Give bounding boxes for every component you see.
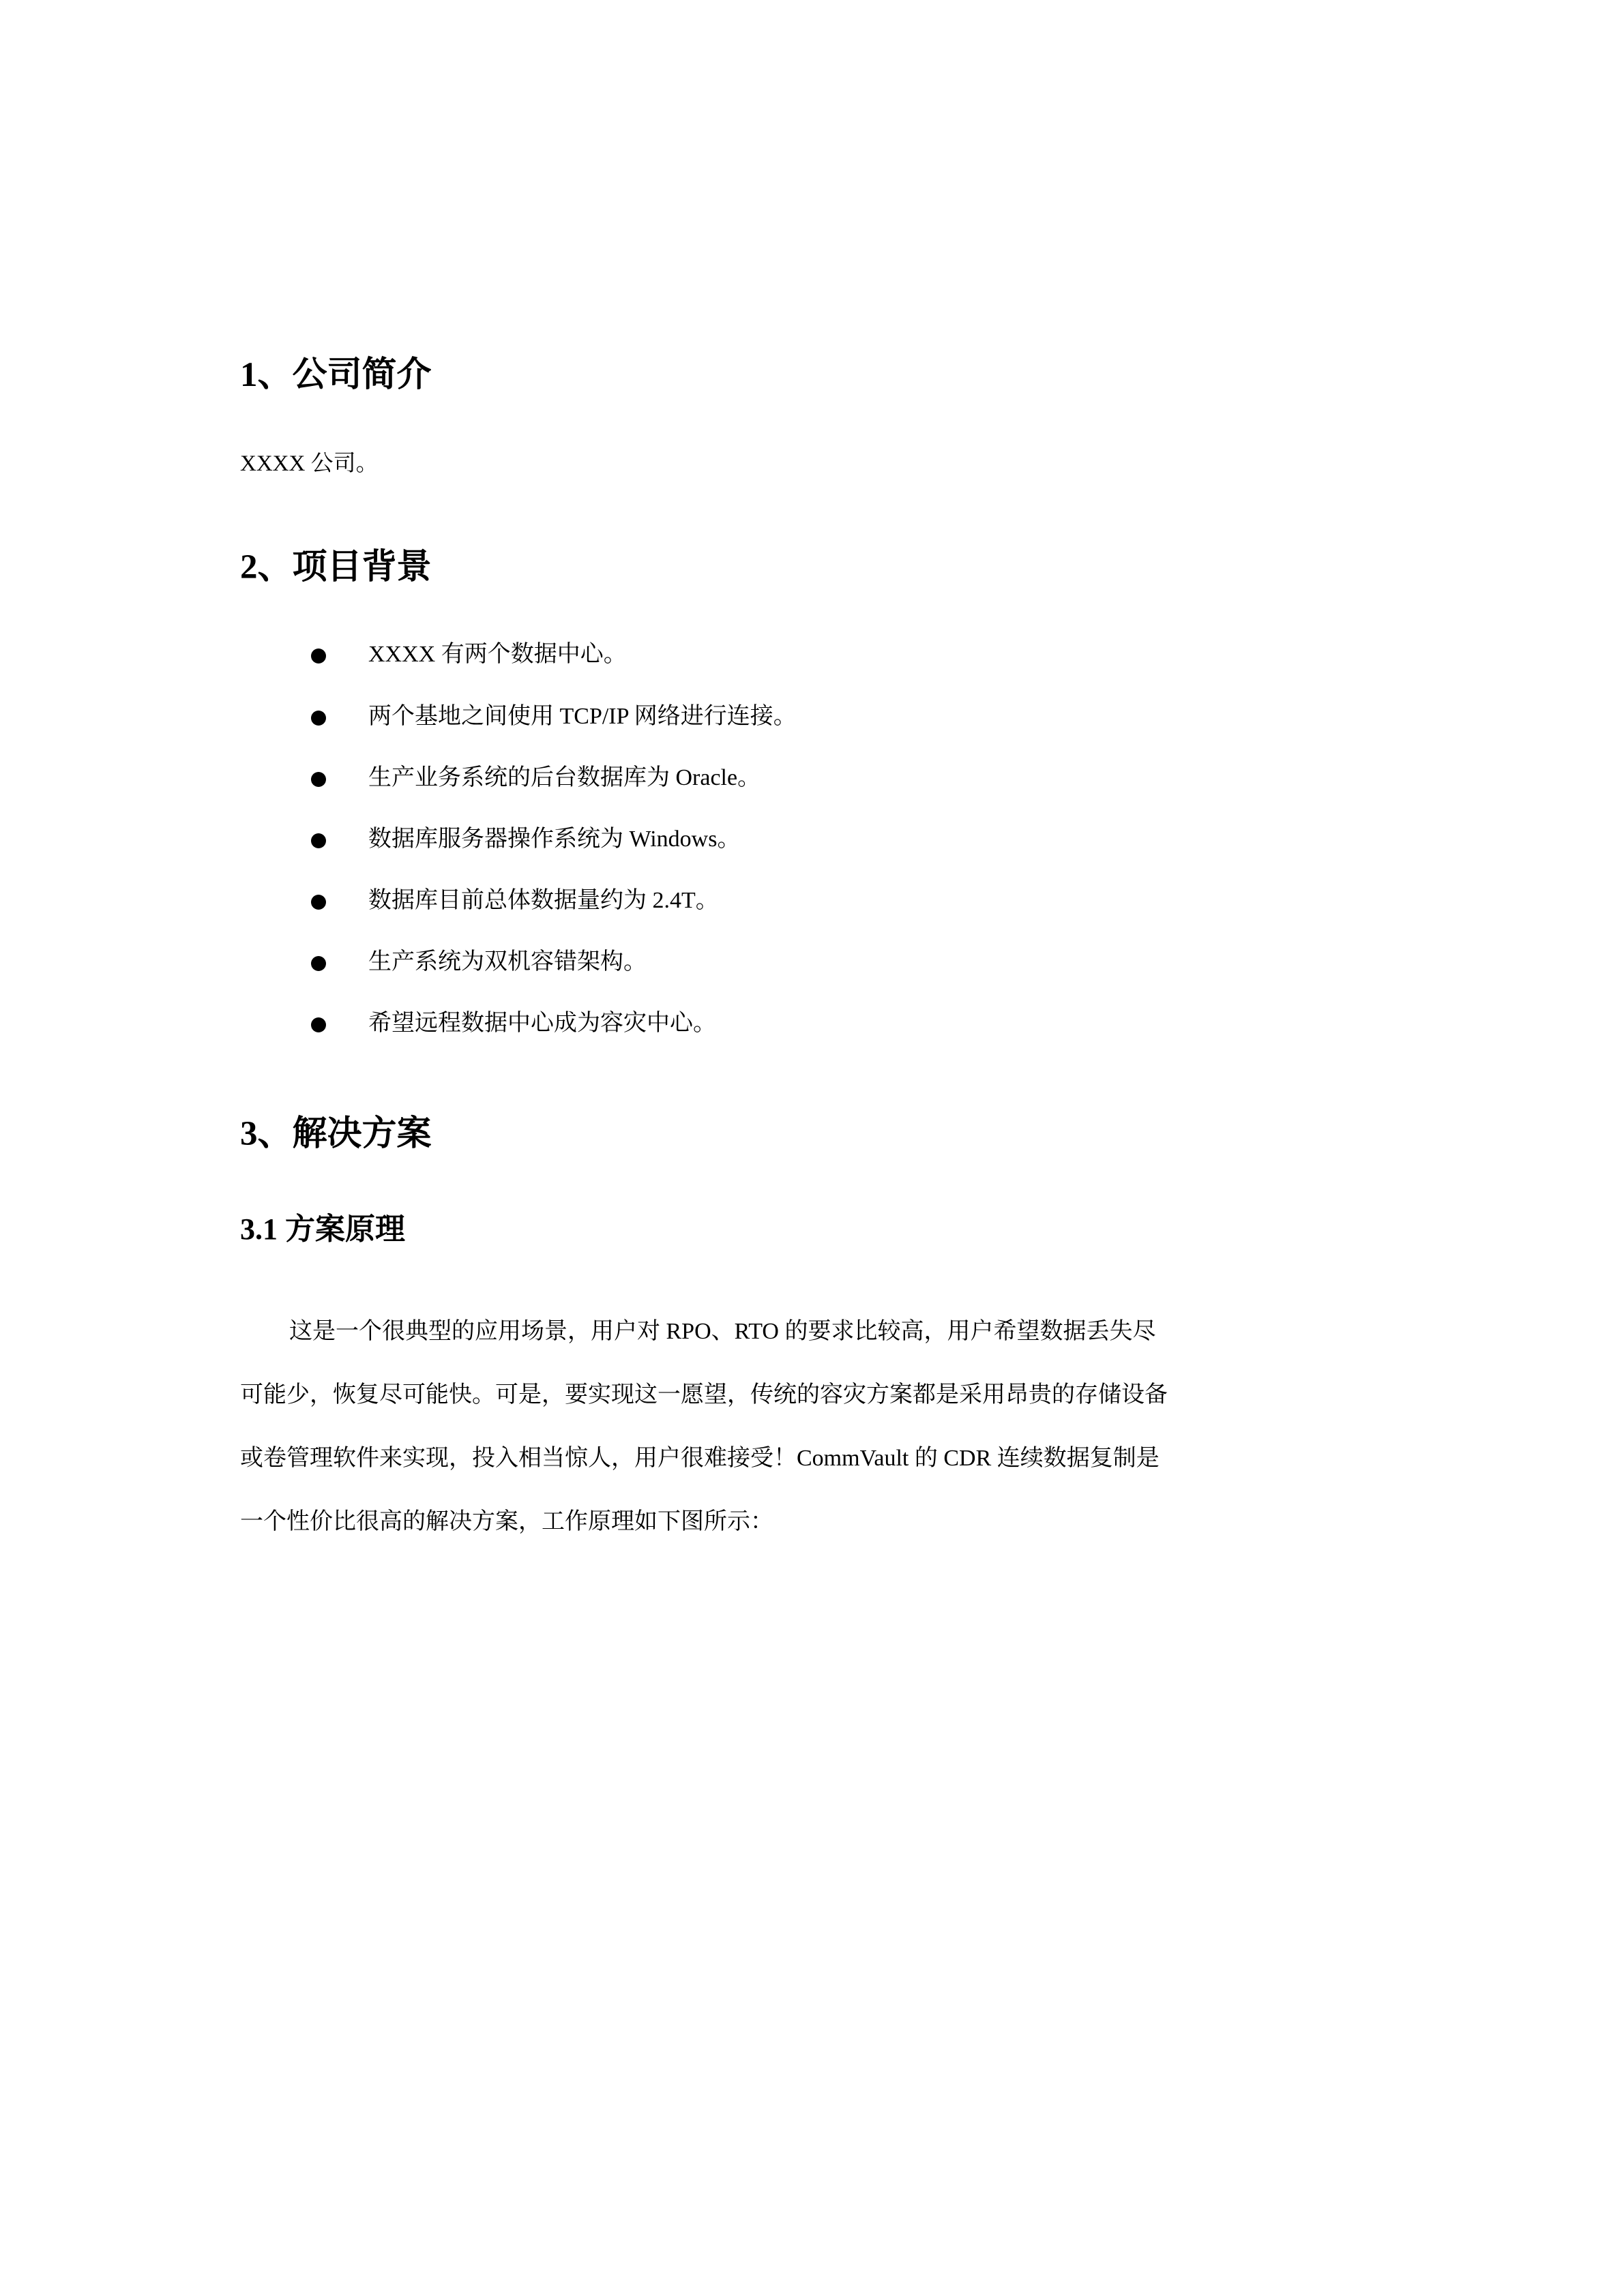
list-item-label: XXXX 有两个数据中心。 <box>368 642 627 668</box>
list-item <box>240 947 1475 977</box>
list-item <box>240 886 1475 916</box>
page-content <box>240 0 1475 1553</box>
spacer-subheading-paragraph <box>240 1248 1475 1300</box>
paragraph-solution-principle <box>240 1300 1475 1553</box>
bullet-point-icon <box>311 956 326 971</box>
bullet-point-icon <box>311 895 326 910</box>
bullet-point-icon <box>311 711 326 726</box>
spacer-heading3-subheading <box>240 1156 1475 1210</box>
spacer-heading1-body <box>240 398 1475 448</box>
paragraph-line: 或卷管理软件来实现，投入相当惊人，用户很难接受！CommVault 的 CDR 连续数据复制是 <box>240 1446 1160 1472</box>
list-item <box>240 702 1475 732</box>
spacer-heading2-list <box>240 589 1475 640</box>
list-item-label: 希望远程数据中心成为容灾中心。 <box>368 1011 716 1037</box>
heading-solution: 3、解决方案 <box>240 1114 432 1153</box>
heading-project-background: 2、项目背景 <box>240 548 432 586</box>
list-item-label: 数据库服务器操作系统为 Windows。 <box>368 826 741 852</box>
list-item-label: 生产系统为双机容错架构。 <box>368 949 647 975</box>
list-item <box>240 1009 1475 1039</box>
spacer-list-heading3 <box>240 1071 1475 1113</box>
bullet-point-icon <box>311 1017 326 1032</box>
list-item <box>240 824 1475 854</box>
paragraph-line: 一个性价比很高的解决方案，工作原理如下图所示： <box>240 1509 773 1535</box>
subheading-solution-principle: 3.1 方案原理 <box>240 1212 405 1247</box>
spacer-body-heading2 <box>240 481 1475 546</box>
top-margin-spacer <box>240 0 1475 354</box>
paragraph-company-intro: XXXX 公司。 <box>240 451 379 476</box>
list-item <box>240 640 1475 670</box>
list-item-label: 数据库目前总体数据量约为 2.4T。 <box>368 888 719 914</box>
paragraph-line: 这是一个很典型的应用场景，用户对 RPO、RTO 的要求比较高，用户希望数据丢失尽 <box>289 1319 1156 1345</box>
list-item-label: 两个基地之间使用 TCP/IP 网络进行连接。 <box>368 703 797 729</box>
list-item-label: 生产业务系统的后台数据库为 Oracle。 <box>368 764 761 790</box>
list-item <box>240 763 1475 793</box>
project-background-bullet-list <box>240 640 1475 1039</box>
bullet-point-icon <box>311 648 326 664</box>
heading-company-intro: 1、公司简介 <box>240 356 432 394</box>
bullet-point-icon <box>311 772 326 787</box>
paragraph-line: 可能少，恢复尽可能快。可是，要实现这一愿望，传统的容灾方案都是采用昂贵的存储设备 <box>240 1382 1168 1408</box>
bullet-point-icon <box>311 833 326 848</box>
